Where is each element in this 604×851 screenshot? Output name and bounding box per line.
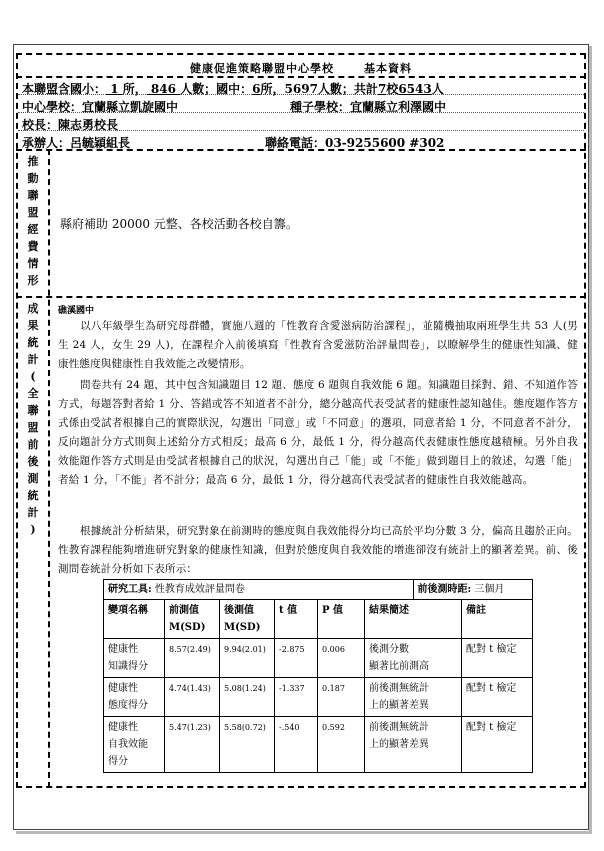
pretest-value: 5.47(1.23) (165, 717, 220, 773)
results-char: 前 (27, 438, 39, 451)
seed-school: 種子學校：宜蘭縣立利澤國中 (290, 100, 447, 114)
table-meta-row (104, 580, 533, 600)
variable-name (104, 678, 165, 717)
title-divider-line (16, 76, 586, 78)
results-char: 全 (27, 387, 39, 400)
paragraph-text: 以八年級學生為研究母群體，實施八週的「性教育含愛滋病防治課程」，並隨機抽取兩班學生共 53 人(男生 24 人，女生 29 人)，在課程介入前後填寫「性教育含愛滋防治評量問卷」，以瞭解學生的健康性知識、健康性態度與健康性自我效能之改變情形。 (58, 320, 578, 370)
table-row (104, 717, 533, 773)
result-line: 顯著比前測高 (369, 661, 429, 672)
result-line: 前後測無統計 (369, 683, 429, 694)
total-schools: 7 (377, 82, 387, 96)
results-char: 測 (27, 472, 39, 485)
contact-phone: 聯絡電話：03-9255600 #302 (265, 136, 445, 150)
variable-name-line: 態度得分 (108, 700, 148, 711)
pretest-value: 4.74(1.43) (165, 678, 220, 717)
funding-char: 經 (27, 223, 39, 236)
variable-name-line: 健康性 (108, 644, 138, 655)
page-title (16, 60, 586, 76)
summary-text: 所，5697人數；共計 (260, 82, 378, 96)
funding-char: 盟 (27, 206, 39, 219)
header-p: P 值 (318, 600, 365, 639)
header-pretest (165, 600, 220, 639)
header-note: 備註 (462, 600, 533, 639)
funding-char: 形 (27, 274, 39, 287)
header-posttest (220, 600, 275, 639)
variable-name-line: 健康性 (108, 683, 138, 694)
variable-name (104, 717, 165, 773)
posttest-value: 5.08(1.24) (220, 678, 275, 717)
funding-char: 動 (27, 172, 39, 185)
tool-value: 性教育成效評量問卷 (154, 584, 245, 595)
funding-char: 聯 (27, 189, 39, 202)
header-name: 變項名稱 (104, 600, 165, 639)
funding-section-label (20, 153, 46, 289)
paragraph-study-design (58, 317, 578, 374)
variable-name-line: 自我效能 (108, 739, 148, 750)
title-sub: 基本資料 (364, 62, 412, 75)
elementary-people: 846 (146, 82, 181, 96)
results-char: 聯 (27, 404, 39, 417)
summary-text: 人 (431, 82, 444, 96)
p-value: 0.187 (318, 678, 365, 717)
note-cell: 配對 t 檢定 (462, 639, 533, 678)
variable-name-line: 知識得分 (108, 661, 148, 672)
note-cell: 配對 t 檢定 (462, 678, 533, 717)
total-people: 6543 (398, 82, 432, 96)
t-value: -.540 (275, 717, 318, 773)
results-char: ) (30, 523, 36, 536)
result-summary (365, 639, 462, 678)
p-value: 0.006 (318, 639, 365, 678)
pretest-value: 8.57(2.49) (165, 639, 220, 678)
variable-name (104, 639, 165, 678)
results-table (103, 579, 533, 773)
school-name: 礁溪國中 (58, 306, 95, 316)
tool-cell (104, 580, 414, 600)
t-value: -1.337 (275, 678, 318, 717)
results-char: 盟 (27, 421, 39, 434)
results-char: 計 (27, 353, 39, 366)
header-posttest-a: 後測值 (224, 605, 254, 616)
results-char: 後 (27, 455, 39, 468)
header-result: 結果簡述 (365, 600, 462, 639)
results-section-label (20, 300, 46, 538)
funding-char: 情 (27, 257, 39, 270)
results-char: ( (30, 370, 36, 383)
table-row (104, 678, 533, 717)
junior-high-count: 6 (252, 82, 261, 96)
tool-label: 研究工具: (108, 584, 152, 595)
bottom-dashed-line (16, 786, 586, 788)
result-line: 上的顯著差異 (369, 700, 429, 711)
period-value: 三個月 (474, 584, 505, 595)
top-dashed-line (16, 53, 586, 55)
results-char: 果 (27, 319, 39, 332)
paragraph-analysis (58, 522, 578, 579)
funding-divider-line (16, 296, 586, 298)
page-shadow-bottom (16, 831, 592, 834)
alliance-summary (22, 80, 444, 97)
result-line: 後測分數 (369, 644, 409, 655)
summary-text: 校 (386, 82, 399, 96)
result-line: 上的顯著差異 (369, 739, 429, 750)
p-value: 0.592 (318, 717, 365, 773)
period-label: 前後測時距: (417, 584, 472, 595)
center-school: 中心學校：宜蘭縣立凱旋國中 (22, 100, 179, 114)
t-value: -2.875 (275, 639, 318, 678)
paragraph-text: 根據統計分析結果，研究對象在前測時的態度與自我效能得分均已高於平均分數 3 分，偏高且趨於正向。性教育課程能夠增進研究對象的健康性知識，但對於態度與自我效能的增進卻沒有統計上的顯著差異。前、後測問卷統計分析如下表所示： (58, 525, 578, 575)
result-summary (365, 717, 462, 773)
results-char: 計 (27, 506, 39, 519)
variable-name-line: 健康性 (108, 722, 138, 733)
paragraph-questionnaire (58, 376, 578, 490)
principal: 校長：陳志勇校長 (22, 118, 119, 132)
summary-text: 本聯盟含國小： (22, 82, 107, 96)
elementary-count: 1 (106, 82, 123, 96)
summary-text: 人數；國中： (180, 82, 253, 96)
header-pretest-a: 前測值 (169, 605, 199, 616)
table-row (104, 639, 533, 678)
label-column-line (48, 149, 50, 788)
funding-char: 費 (27, 240, 39, 253)
title-main: 健康促進策略聯盟中心學校 (190, 62, 334, 75)
right-dashed-line (584, 53, 586, 788)
summary-text: 所， (122, 82, 147, 96)
contact-person: 承辦人：呂毓穎組長 (22, 136, 131, 150)
result-line: 前後測無統計 (369, 722, 429, 733)
header-pretest-b: M(SD) (169, 622, 206, 633)
funding-text: 縣府補助 20000 元整、各校活動各校自籌。 (60, 217, 298, 231)
paragraph-text: 問卷共有 24 題，其中包含知識題目 12 題、態度 6 題與自我效能 6 題。知識題目採對、錯、不知道作答方式，每題答對者給 1 分、答錯或答不知道者不計分，總分越高代表受試者的健康性認知越佳。態度題作答方式係由受試者根據自己的實際狀況，勾選出「同意」或「不同意」的選項，同意者給 1 分，不同意者不計分，反向題計分方式則與上述給分方式相反；最高 6 分，最低 1 分，得分越高代表健康性態度越積極。另外自我效能題作答方式則是由受試者根據自己的狀況，勾選出自己「能」或「不能」做到題目上的敘述，勾選「能」者給 1 分，「不能」者不計分；最高 6 分，最低 1 分，得分越高代表受試者的健康性自我效能越高。 (58, 379, 578, 486)
posttest-value: 9.94(2.01) (220, 639, 275, 678)
left-dashed-line (16, 53, 18, 788)
posttest-value: 5.58(0.72) (220, 717, 275, 773)
table-header-row (104, 600, 533, 639)
funding-char: 推 (27, 155, 39, 168)
header-posttest-b: M(SD) (224, 622, 261, 633)
note-cell: 配對 t 檢定 (462, 717, 533, 773)
page-shadow-right (589, 46, 592, 832)
variable-name-line: 得分 (108, 756, 128, 767)
result-summary (365, 678, 462, 717)
results-char: 統 (27, 336, 39, 349)
header-t: t 值 (275, 600, 318, 639)
results-char: 成 (27, 302, 39, 315)
period-cell (413, 580, 533, 600)
results-char: 統 (27, 489, 39, 502)
